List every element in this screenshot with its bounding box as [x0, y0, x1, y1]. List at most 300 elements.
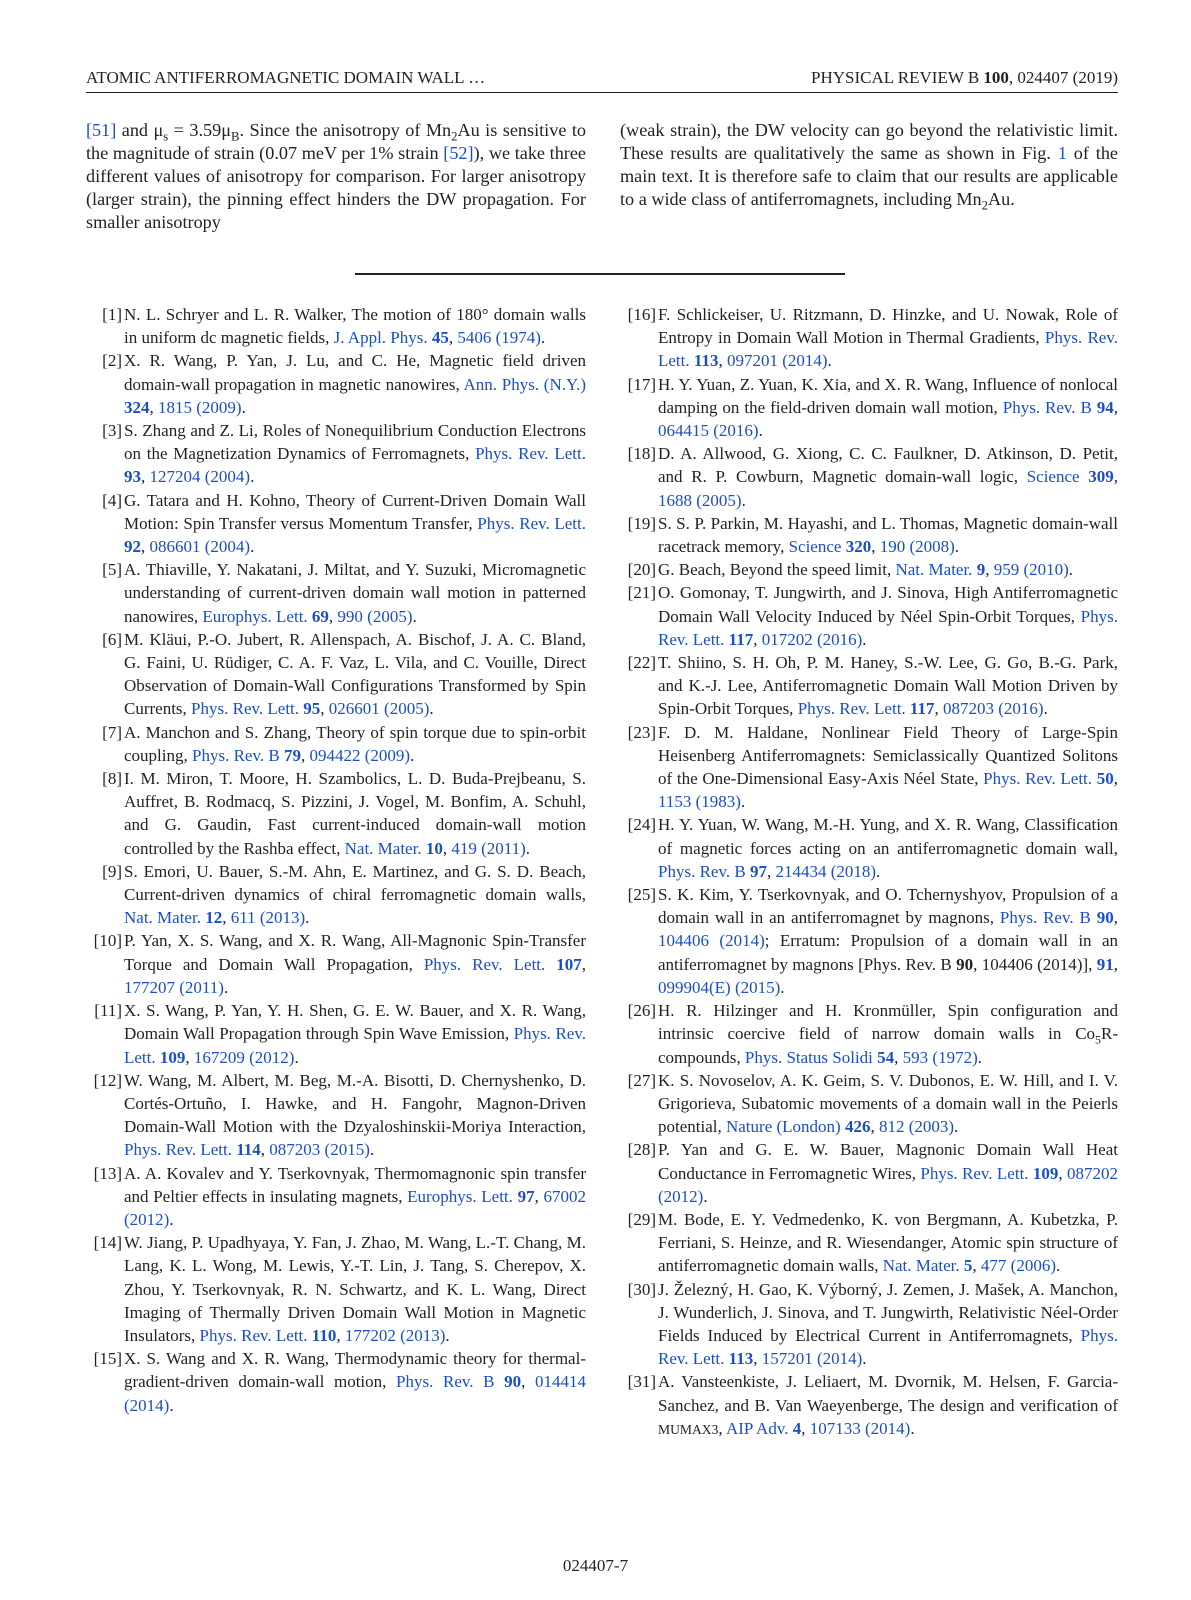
- subscript: 5: [1095, 1032, 1101, 1047]
- citation-link[interactable]: (2013): [400, 1325, 446, 1345]
- citation-link[interactable]: (2004): [204, 467, 251, 487]
- volume-link[interactable]: 110: [311, 1325, 337, 1345]
- volume-link[interactable]: 117: [909, 699, 935, 719]
- text-run: M. Kläui, P.-O. Jubert, R. Allenspach, A. Bischof, J. A. C. Bland, G. Faini, U. Rüdiger, C. A. F. Vaz, L. Vila, and C. Vouille, Direct Observation of Domain-Wall Configurations Transformed by Spin Currents,: [124, 629, 586, 719]
- text-run: .: [780, 977, 785, 997]
- text-run: . Since the anisotropy of Mn: [239, 120, 452, 140]
- citation-link[interactable]: Phys. Rev. Lett.: [124, 1024, 586, 1067]
- citation-link[interactable]: Phys. Rev. Lett.: [477, 513, 586, 533]
- subscript: 2: [451, 129, 458, 144]
- citation-link[interactable]: Phys. Rev. Lett.: [983, 769, 1093, 789]
- text-run: H. Y. Yuan, W. Wang, M.-H. Yung, and X. R. Wang, Classification of magnetic forces acting on an antiferromagnetic domain wall,: [658, 815, 1118, 858]
- reference-entry: [620, 512, 1118, 558]
- citation-link[interactable]: (2013): [259, 908, 306, 928]
- text-run: F. Schlickeiser, U. Ritzmann, D. Hinzke, and U. Nowak, Role of Entropy in Domain Wall Motion in Thermal Gradients,: [658, 305, 1118, 348]
- volume-link[interactable]: 113: [728, 1349, 754, 1369]
- text-run: .: [954, 1117, 959, 1137]
- citation-link[interactable]: [51]: [86, 120, 117, 140]
- volume-link[interactable]: 309: [1088, 467, 1114, 487]
- journal-citation: [811, 68, 1118, 88]
- citation-link[interactable]: Phys. Rev. B: [999, 908, 1091, 928]
- reference-entry: [620, 1208, 1118, 1278]
- text-run: .: [540, 328, 546, 348]
- volume-link[interactable]: 324: [124, 397, 150, 417]
- text-run: .: [445, 1325, 450, 1345]
- text-run: .: [741, 490, 746, 510]
- text-run: .: [294, 1047, 299, 1067]
- citation-link[interactable]: (2018): [830, 861, 877, 881]
- citation-link[interactable]: (2009): [196, 397, 242, 417]
- citation-link[interactable]: (2016): [816, 629, 863, 649]
- text-run: .: [412, 606, 417, 626]
- volume-link[interactable]: 94: [1096, 397, 1114, 417]
- reference-number: [21]: [627, 583, 656, 603]
- citation-link[interactable]: (2014): [782, 351, 828, 371]
- citation-link[interactable]: 593: [902, 1047, 929, 1067]
- reference-number: [9]: [102, 861, 122, 881]
- volume-link[interactable]: 79: [283, 745, 301, 765]
- text-run: ; Erratum: Propulsion of a domain wall in an antiferromagnet by magnons [Phys. Rev. B: [658, 931, 1119, 974]
- text-run: G. Tatara and H. Kohno, Theory of Current-Driven Domain Wall Motion: Spin Transfer versus Momentum Transfer,: [124, 490, 586, 533]
- citation-link[interactable]: (2011): [179, 977, 224, 997]
- text-run: ,: [149, 397, 158, 417]
- text-run: R-compounds,: [658, 1024, 1118, 1067]
- citation-link[interactable]: Phys. Rev. Lett.: [797, 699, 906, 719]
- citation-link[interactable]: (2011): [481, 838, 526, 858]
- reference-number: [8]: [102, 769, 122, 789]
- text-run: .: [703, 1186, 708, 1206]
- citation-link[interactable]: 087203: [269, 1140, 321, 1160]
- citation-link[interactable]: Nat. Mater.: [344, 838, 422, 858]
- text-run: H. Y. Yuan, Z. Yuan, K. Xia, and X. R. Wang, Influence of nonlocal damping on the field-driven domain wall motion,: [658, 374, 1118, 417]
- text-run: P. Yan and G. E. W. Bauer, Magnonic Domain Wall Heat Conductance in Ferromagnetic Wires,: [658, 1140, 1118, 1183]
- intro-paragraph-left: [86, 119, 586, 234]
- citation-link[interactable]: 087203: [942, 699, 994, 719]
- text-run: ,: [320, 699, 329, 719]
- text-run: W. Jiang, P. Upadhyaya, Y. Fan, J. Zhao, M. Wang, L.-T. Chang, M. Lang, K. L. Wong, M. Lewis, Y.-T. Lin, J. Tang, S. Cherepov, X. Zhou, Y. Tserkovnyak, R. N. Schwartz, and K. L. Wang, Direct Imaging of Thermally Driven Domain Wall Motion in Magnetic Insulators,: [124, 1233, 586, 1345]
- text-run: K. S. Novoselov, A. K. Geim, S. V. Dubonos, E. W. Hill, and I. V. Grigorieva, Subatomic movements of a domain wall in the Peierls potential,: [658, 1070, 1118, 1137]
- citation-link[interactable]: 157201: [761, 1349, 813, 1369]
- volume-link[interactable]: 117: [728, 629, 754, 649]
- text-run: ,: [1113, 769, 1118, 789]
- text-run: ,: [766, 861, 776, 881]
- reference-number: [23]: [627, 722, 656, 742]
- text-run: ,: [871, 537, 880, 557]
- text-run: M. Bode, E. Y. Vedmedenko, K. von Bergmann, A. Kubetzka, P. Ferriani, S. Heinze, and R. Wiesendanger, Atomic spin structure of antiferromagnetic domain walls,: [658, 1209, 1118, 1276]
- citation-link[interactable]: 017202: [761, 629, 813, 649]
- citation-link[interactable]: (2009): [364, 745, 411, 765]
- text-run: .: [241, 397, 246, 417]
- citation-link[interactable]: 214434: [775, 861, 827, 881]
- text-run: ,: [985, 560, 994, 580]
- citation-link[interactable]: Ann. Phys. (N.Y.): [463, 374, 586, 394]
- text-run: .: [250, 537, 255, 557]
- citation-link[interactable]: Phys. Rev. Lett.: [124, 1140, 232, 1160]
- citation-link[interactable]: (2005): [367, 606, 413, 626]
- text-run: ,: [718, 1418, 726, 1438]
- text-run: , 104406 (2014)],: [973, 954, 1097, 974]
- text-run: ,: [801, 1418, 810, 1438]
- volume-link[interactable]: 95: [303, 699, 321, 719]
- citation-link[interactable]: J. Appl. Phys.: [333, 328, 428, 348]
- reference-entry: [620, 558, 1118, 581]
- reference-entry: [620, 1138, 1118, 1208]
- reference-number: [13]: [93, 1163, 122, 1183]
- citation-link[interactable]: (2004): [204, 537, 251, 557]
- volume-link[interactable]: 12: [205, 908, 223, 928]
- reference-number: [26]: [627, 1001, 656, 1021]
- reference-number: [14]: [93, 1233, 122, 1253]
- citation-link[interactable]: (2015): [324, 1140, 370, 1160]
- reference-list-right: [620, 303, 1118, 1441]
- citation-link[interactable]: Europhys. Lett.: [202, 606, 308, 626]
- text-run: .: [223, 977, 229, 997]
- reference-entry: [86, 558, 586, 628]
- citation-link[interactable]: (2012): [249, 1047, 295, 1067]
- text-run: A. Vansteenkiste, J. Leliaert, M. Dvornik, M. Helsen, F. Garcia-Sanchez, and B. Van Waeyenberge, The design and verification of: [658, 1372, 1118, 1415]
- text-run: X. R. Wang, P. Yan, J. Lu, and C. He, Magnetic field driven domain-wall propagation in magnetic nanowires,: [124, 351, 586, 394]
- citation-link[interactable]: Phys. Rev. Lett.: [658, 328, 1118, 371]
- volume-link[interactable]: 114: [236, 1140, 261, 1160]
- volume-link[interactable]: 90: [1096, 908, 1114, 928]
- text-run: ,: [448, 328, 458, 348]
- reference-entry: [620, 721, 1118, 814]
- volume-link[interactable]: 92: [124, 537, 141, 557]
- text-run: T. Shiino, S. H. Oh, P. M. Haney, S.-W. Lee, G. Go, B.-G. Park, and K.-J. Lee, Antiferromagnetic Domain Wall Motion Driven by Spin-Orbit Torques,: [658, 653, 1118, 719]
- citation-link[interactable]: (2016): [713, 421, 759, 441]
- citation-link[interactable]: Phys. Rev. B: [658, 861, 746, 881]
- reference-number: [12]: [93, 1070, 122, 1090]
- text-run: ,: [1113, 397, 1118, 417]
- citation-link[interactable]: Nat. Mater.: [124, 908, 201, 928]
- reference-number: [19]: [627, 513, 656, 533]
- text-run: .: [827, 351, 832, 371]
- reference-number: [31]: [627, 1372, 656, 1392]
- citation-link[interactable]: 990: [337, 606, 363, 626]
- volume-number: 90: [956, 954, 974, 974]
- subscript: s: [163, 129, 169, 144]
- citation-link[interactable]: Phys. Rev. Lett.: [658, 1325, 1118, 1369]
- text-run: ,: [1113, 954, 1118, 974]
- citation-link[interactable]: (1972): [932, 1047, 978, 1067]
- reference-entry: [86, 349, 586, 419]
- citation-link[interactable]: Phys. Rev. Lett.: [475, 444, 586, 464]
- text-run: .: [305, 908, 310, 928]
- text-run: = 3.59μ: [168, 120, 231, 140]
- citation-link[interactable]: 026601: [328, 699, 380, 719]
- text-run: W. Wang, M. Albert, M. Beg, M.-A. Bisotti, D. Chernyshenko, D. Cortés-Ortuño, I. Hawke, and H. Fangohr, Magnon-Driven Domain-Wall Motion with the Dzyaloshinskii-Moriya Interaction,: [124, 1070, 586, 1137]
- reference-entry: [86, 721, 586, 767]
- citation-link[interactable]: 477: [980, 1256, 1007, 1276]
- text-run: ,: [328, 606, 338, 626]
- reference-entry: [620, 1069, 1118, 1139]
- subscript: B: [230, 129, 240, 144]
- reference-number: [18]: [627, 444, 656, 464]
- citation-link[interactable]: Phys. Rev. B: [396, 1372, 495, 1392]
- reference-list-left: [86, 303, 586, 1417]
- citation-link[interactable]: (2014): [124, 1395, 170, 1415]
- text-run: N. L. Schryer and L. R. Walker, The motion of 180° domain walls in uniform dc magnetic fields,: [124, 305, 586, 348]
- reference-number: [1]: [102, 305, 122, 324]
- volume-link[interactable]: 50: [1096, 769, 1114, 789]
- text-run: S. K. Kim, Y. Tserkovnyak, and O. Tchernyshyov, Propulsion of a domain wall in an antiferromagnet by magnons,: [658, 885, 1118, 928]
- reference-entry: [86, 767, 586, 860]
- citation-link[interactable]: Phys. Rev. B: [1002, 397, 1092, 417]
- citation-link[interactable]: (2005): [696, 490, 742, 510]
- text-run: ,: [185, 1047, 194, 1067]
- reference-number: [29]: [627, 1209, 656, 1229]
- text-run: .: [862, 629, 867, 649]
- section-divider: [355, 273, 845, 275]
- text-run: ,: [1113, 467, 1119, 487]
- citation-link[interactable]: Science: [1026, 467, 1080, 487]
- reference-entry: [620, 442, 1118, 512]
- text-run: .: [954, 537, 960, 557]
- volume-link[interactable]: 45: [431, 328, 449, 348]
- text-run: I. M. Miron, T. Moore, H. Szambolics, L. D. Buda-Prejbeanu, S. Auffret, B. Rodmacq, S. Pizzini, J. Vogel, M. Bonfim, A. Schuhl, and G. Gaudin, Fast current-induced domain-wall motion controlled by the Rashba effect,: [124, 769, 586, 858]
- text-run: .: [429, 699, 434, 719]
- citation-link[interactable]: 097201: [726, 351, 778, 371]
- text-run: .: [977, 1047, 982, 1067]
- citation-link[interactable]: Phys. Status Solidi: [744, 1047, 873, 1067]
- citation-link[interactable]: 1815: [158, 397, 192, 417]
- text-run: .: [876, 861, 881, 881]
- reference-entry: [620, 1278, 1118, 1371]
- citation-link[interactable]: 190: [879, 537, 906, 557]
- text-run: ,: [222, 908, 231, 928]
- volume-link[interactable]: 54: [877, 1047, 895, 1067]
- text-run: .: [1043, 699, 1048, 719]
- volume-link[interactable]: 109: [159, 1047, 186, 1067]
- text-run: D. A. Allwood, G. Xiong, C. C. Faulkner, D. Atkinson, D. Petit, and R. P. Cowburn, Magnetic domain-wall logic,: [658, 444, 1118, 487]
- reference-number: [30]: [627, 1279, 656, 1299]
- reference-entry: [86, 303, 586, 349]
- citation-link[interactable]: (2005): [384, 699, 430, 719]
- text-run: Au.: [988, 189, 1015, 209]
- volume-link[interactable]: 320: [845, 537, 872, 557]
- text-run: ,: [894, 1047, 903, 1067]
- text-run: J. Železný, H. Gao, K. Výborný, J. Zemen, J. Mašek, A. Manchon, J. Wunderlich, J. Sinova, and T. Jungwirth, Relativistic Néel-Order Fields Induced by Electrical Current in Antiferromagnets,: [658, 1279, 1118, 1345]
- text-run: Au is sensitive to the magnitude of strain (0.07 meV per 1% strain: [86, 120, 587, 163]
- volume-link[interactable]: 91: [1096, 954, 1114, 974]
- volume-link[interactable]: 97: [749, 861, 767, 881]
- text-run: ,: [581, 954, 586, 974]
- volume-link[interactable]: 107: [556, 954, 582, 974]
- citation-link[interactable]: (2012): [124, 1209, 170, 1229]
- citation-link[interactable]: 167209: [193, 1047, 245, 1067]
- reference-entry: [86, 1347, 586, 1417]
- citation-link[interactable]: 812: [878, 1117, 905, 1137]
- text-run: A. Thiaville, Y. Nakatani, J. Miltat, and Y. Suzuki, Micromagnetic understanding of current-driven domain wall motion in patterned nanowires,: [124, 560, 586, 626]
- text-run: ), we take three different values of anisotropy for comparison. For larger anisotropy (larger strain), the pinning effect hinders the DW propagation. For smaller anisotropy: [86, 143, 587, 232]
- citation-link[interactable]: 087202: [1067, 1163, 1119, 1183]
- citation-link[interactable]: Nature (London): [725, 1117, 841, 1137]
- citation-link[interactable]: 177202: [344, 1325, 396, 1345]
- citation-link[interactable]: 177207: [124, 977, 175, 997]
- text-run: X. S. Wang, P. Yan, Y. H. Shen, G. E. W. Bauer, and X. R. Wang, Domain Wall Propagation through Spin Wave Emission,: [124, 1001, 586, 1044]
- citation-link[interactable]: Nat. Mater.: [882, 1256, 960, 1276]
- text-run: and μ: [116, 120, 164, 140]
- text-run: ,: [753, 1349, 762, 1369]
- text-run: A. Manchon and S. Zhang, Theory of spin torque due to spin-orbit coupling,: [124, 722, 586, 765]
- reference-entry: [86, 860, 586, 930]
- citation-link[interactable]: Phys. Rev. Lett.: [423, 954, 546, 974]
- text-run: S. Emori, U. Bauer, S.-M. Ahn, E. Martinez, and G. S. D. Beach, Current-driven dynamics of chiral ferromagnetic domain walls,: [124, 861, 586, 905]
- citation-link[interactable]: Phys. Rev. B: [192, 745, 280, 765]
- text-run: .: [758, 421, 763, 441]
- text-run: .: [910, 1418, 915, 1438]
- citation-link[interactable]: (1983): [695, 792, 741, 812]
- citation-link[interactable]: 611: [230, 908, 256, 928]
- volume-link[interactable]: 113: [693, 351, 719, 371]
- reference-number: [3]: [102, 421, 122, 441]
- citation-link[interactable]: 1: [1057, 143, 1067, 163]
- reference-entry: [86, 628, 586, 721]
- text-run: .: [525, 838, 531, 858]
- text-run: ,: [141, 467, 150, 487]
- volume-link[interactable]: 9: [976, 560, 986, 580]
- citation-link[interactable]: 099904(E): [658, 977, 731, 997]
- text-run: .: [169, 1209, 174, 1229]
- reference-number: [28]: [627, 1140, 656, 1160]
- text-run: ,: [534, 1186, 544, 1206]
- volume-link[interactable]: 93: [124, 467, 141, 487]
- citation-link[interactable]: 127204: [149, 467, 201, 487]
- text-run: ,: [141, 537, 150, 557]
- text-run: ,: [718, 351, 727, 371]
- reference-number: [20]: [627, 560, 656, 580]
- text-run: .: [169, 1395, 174, 1415]
- citation-link[interactable]: 419: [451, 838, 477, 858]
- reference-number: [15]: [93, 1349, 122, 1369]
- text-run: .: [1068, 560, 1074, 580]
- volume-link[interactable]: 69: [311, 606, 329, 626]
- citation-link[interactable]: 5406: [457, 328, 492, 348]
- citation-link[interactable]: (2003): [908, 1117, 955, 1137]
- reference-number: [2]: [102, 351, 122, 371]
- text-run: .: [862, 1349, 867, 1369]
- text-run: X. S. Wang and X. R. Wang, Thermodynamic theory for thermal-gradient-driven domain-wall motion,: [124, 1349, 586, 1392]
- text-run: [545, 955, 556, 974]
- reference-entry: [620, 303, 1118, 373]
- citation-link[interactable]: 959: [993, 560, 1020, 580]
- citation-link[interactable]: [52]: [443, 143, 474, 163]
- small-caps-text: MUMAX3: [658, 1421, 719, 1437]
- text-run: of the main text. It is therefore safe to claim that our results are applicable to a wide class of antiferromagnets, including Mn: [620, 143, 1118, 209]
- citation-link[interactable]: 064415: [658, 421, 709, 441]
- citation-link[interactable]: 014414: [535, 1372, 587, 1392]
- reference-entry: [86, 489, 586, 559]
- volume-link[interactable]: 426: [844, 1117, 871, 1137]
- reference-number: [24]: [627, 815, 656, 835]
- text-run: O. Gomonay, T. Jungwirth, and J. Sinova, High Antiferromagnetic Domain Wall Velocity Induced by Néel Spin-Orbit Torques,: [658, 583, 1118, 626]
- journal-volume: 100: [983, 68, 1009, 87]
- reference-entry: [86, 1231, 586, 1347]
- citation-link[interactable]: (2008): [909, 537, 955, 557]
- text-run: ,: [1058, 1163, 1068, 1183]
- citation-link[interactable]: (2006): [1010, 1256, 1056, 1276]
- citation-link[interactable]: (2014): [719, 931, 765, 951]
- volume-link[interactable]: 10: [425, 838, 443, 858]
- text-run: ,: [972, 1256, 981, 1276]
- citation-link[interactable]: Nat. Mater.: [895, 560, 973, 580]
- reference-number: [27]: [627, 1070, 656, 1090]
- citation-link[interactable]: 104406: [658, 931, 709, 951]
- citation-link[interactable]: 67002: [543, 1186, 587, 1206]
- text-run: F. D. M. Haldane, Nonlinear Field Theory of Large-Spin Heisenberg Antiferromagnets: Semiclassically Quantized Solitons of the One-Dimensional Easy-Axis Néel State,: [658, 722, 1118, 789]
- text-run: ,: [521, 1372, 536, 1392]
- citation-link[interactable]: (2012): [658, 1186, 704, 1206]
- text-run: ,: [753, 629, 762, 649]
- text-run: (weak strain), the DW velocity can go beyond the relativistic limit. These results are qualitatively the same as shown in Fig.: [620, 120, 1118, 163]
- citation-link[interactable]: Phys. Rev. Lett.: [199, 1325, 308, 1345]
- citation-link[interactable]: Europhys. Lett.: [407, 1186, 513, 1206]
- journal-name: PHYSICAL REVIEW B: [811, 68, 984, 87]
- text-run: S. Zhang and Z. Li, Roles of Nonequilibrium Conduction Electrons on the Magnetization Dynamics of Ferromagnets,: [124, 421, 586, 464]
- text-run: A. A. Kovalev and Y. Tserkovnyak, Thermomagnonic spin transfer and Peltier effects in insulating magnets,: [124, 1163, 586, 1206]
- citation-link[interactable]: Phys. Rev. Lett.: [191, 699, 300, 719]
- citation-link[interactable]: (2015): [734, 977, 781, 997]
- citation-link[interactable]: (2016): [998, 699, 1044, 719]
- text-run: [709, 931, 719, 950]
- text-run: H. R. Hilzinger and H. Kronmüller, Spin configuration and intrinsic coercive field of narrow domain walls in Co: [658, 1001, 1118, 1044]
- text-run: .: [250, 467, 255, 487]
- reference-entry: [86, 999, 586, 1069]
- reference-number: [16]: [627, 305, 656, 324]
- citation-link[interactable]: (2014): [816, 1349, 863, 1369]
- text-run: ,: [870, 1117, 879, 1137]
- citation-link[interactable]: 1688: [658, 490, 692, 510]
- running-title: ATOMIC ANTIFERROMAGNETIC DOMAIN WALL …: [86, 68, 486, 87]
- citation-link[interactable]: AIP Adv.: [725, 1418, 789, 1438]
- citation-link[interactable]: 086601: [149, 537, 201, 557]
- intro-paragraph-right: [620, 119, 1118, 211]
- citation-link[interactable]: Phys. Rev. Lett.: [658, 606, 1118, 649]
- citation-link[interactable]: 1153: [658, 792, 692, 812]
- citation-link[interactable]: Science: [788, 537, 842, 557]
- volume-link[interactable]: 5: [963, 1256, 973, 1276]
- text-run: .: [1055, 1256, 1061, 1276]
- citation-link[interactable]: 094422: [309, 745, 361, 765]
- volume-link[interactable]: 97: [517, 1186, 535, 1206]
- reference-number: [6]: [102, 629, 122, 649]
- text-run: ,: [300, 745, 310, 765]
- reference-number: [10]: [93, 931, 122, 951]
- reference-entry: [86, 1069, 586, 1162]
- reference-entry: [86, 929, 586, 999]
- text-run: .: [410, 745, 415, 765]
- volume-link[interactable]: 4: [792, 1418, 802, 1438]
- text-run: ,: [260, 1140, 270, 1160]
- text-run: ,: [1113, 908, 1118, 928]
- reference-number: [5]: [102, 560, 122, 580]
- running-header: [86, 68, 1118, 93]
- reference-number: [25]: [627, 885, 656, 905]
- reference-entry: [620, 999, 1118, 1069]
- reference-number: [7]: [102, 722, 122, 742]
- article-id-year: , 024407 (2019): [1008, 68, 1118, 87]
- citation-link[interactable]: (2014): [864, 1418, 911, 1438]
- citation-link[interactable]: Phys. Rev. Lett.: [920, 1163, 1029, 1183]
- citation-link[interactable]: (1974): [495, 328, 541, 348]
- citation-link[interactable]: (2010): [1023, 560, 1069, 580]
- reference-number: [22]: [627, 653, 656, 673]
- citation-link[interactable]: 107133: [809, 1418, 861, 1438]
- volume-link[interactable]: 109: [1032, 1163, 1059, 1183]
- reference-entry: [620, 1370, 1118, 1441]
- volume-link[interactable]: 90: [504, 1372, 522, 1392]
- reference-entry: [620, 813, 1118, 883]
